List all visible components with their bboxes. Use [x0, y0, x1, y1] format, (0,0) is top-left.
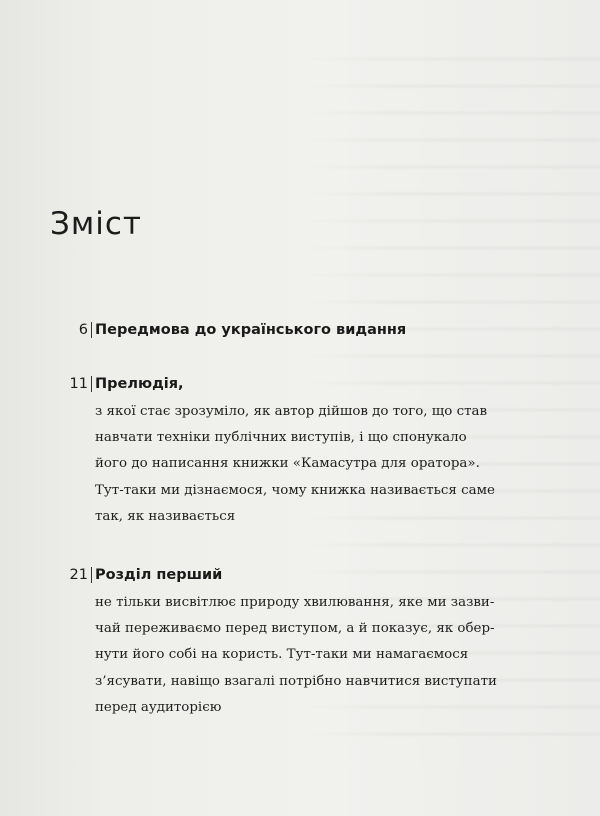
toc-heading: Розділ перший — [95, 567, 223, 583]
toc-description-line: з якої стає зрозуміло, як автор дійшов до того, що став — [95, 404, 487, 419]
toc-heading: Прелюдія, — [95, 376, 184, 392]
toc-page-number: 11 — [69, 376, 88, 392]
toc-separator — [91, 376, 92, 392]
toc-description-line: так, як називається — [95, 508, 236, 524]
toc-description-line: навчати техніки публічних виступів, і що спонукало — [95, 430, 467, 446]
page-title: Зміст — [50, 206, 142, 242]
toc-description-line: не тільки висвітлює природу хвилювання, яке ми зазви- — [95, 595, 495, 610]
toc-description — [95, 399, 535, 530]
toc-description-line: з’ясувати, навіщо взагалі потрібно навчитися виступати — [95, 673, 497, 689]
toc-separator — [91, 322, 92, 338]
toc-description — [95, 590, 535, 721]
toc-separator — [91, 567, 92, 583]
toc-description-line: Тут-таки ми дізнаємося, чому книжка називається саме — [95, 482, 495, 498]
toc-description-line: його до написання книжки «Камасутра для оратора». — [95, 456, 480, 472]
toc-heading: Передмова до українського видання — [95, 322, 407, 338]
toc-description-line: чай переживаємо перед виступом, а й показує, як обер- — [95, 621, 495, 637]
toc-page-number: 21 — [69, 567, 88, 583]
toc-description-line: нути його собі на користь. Тут-таки ми намагаємося — [95, 647, 469, 663]
toc-page-number: 6 — [78, 322, 88, 338]
toc-description-line: перед аудиторією — [95, 699, 222, 715]
